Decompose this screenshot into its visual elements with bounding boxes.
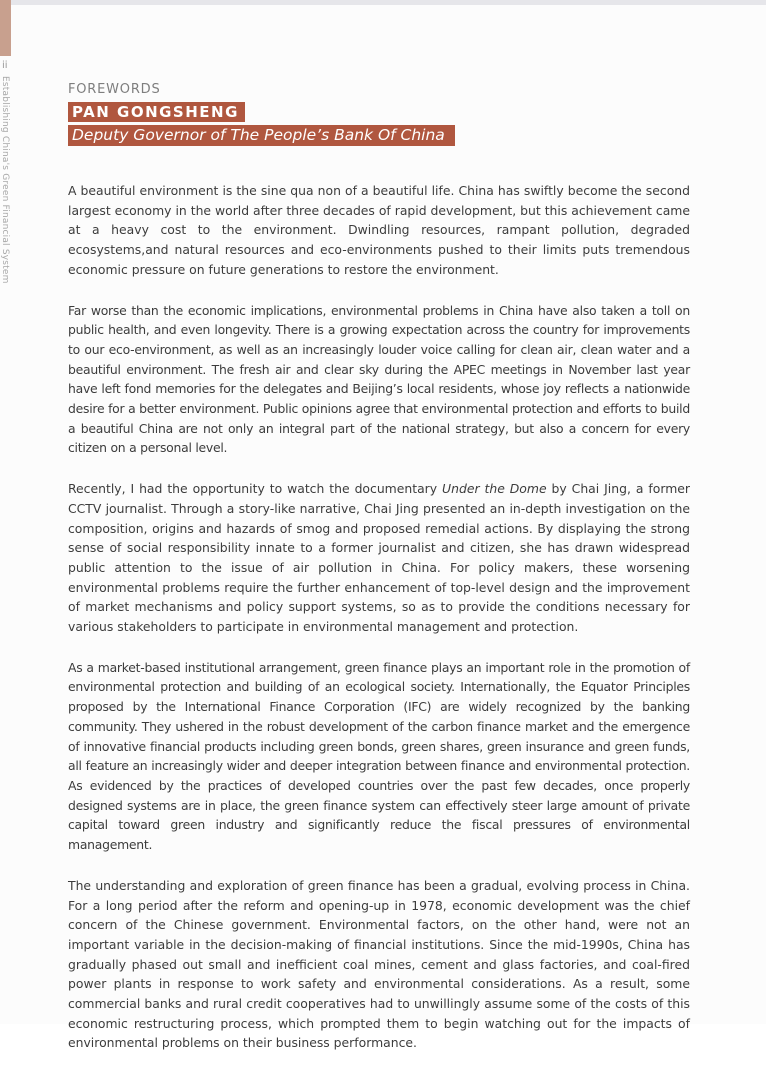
section-label: FOREWORDS: [68, 82, 161, 97]
author-title: Deputy Governor of The People’s Bank Of China: [68, 125, 455, 146]
top-edge-line: [0, 0, 766, 5]
corner-tab-decoration: [0, 0, 11, 56]
documentary-title: Under the Dome: [442, 481, 547, 497]
paragraph-4: As a market-based institutional arrangement, green finance plays an important role in the promotion of environmental protection and building of an ecological society. Internationally, the Equator Principles proposed by the International Finance Corporation (IFC) are widely recognized by the banking community. They ushered in the robust development of the carbon finance market and the emergence of innovative financial products including green bonds, green shares, green insurance and green funds, all feature an increasingly wider and deeper integration between finance and environmental protection. As evidenced by the practices of developed countries over the past few decades, once properly designed systems are in place, the green finance system can effectively steer large amount of private capital toward green industry and significantly reduce the fiscal pressures of environmental management.: [68, 659, 690, 853]
foreword-header: [68, 82, 455, 146]
paragraph-5: The understanding and exploration of green finance has been a gradual, evolving process in China. For a long period after the reform and opening-up in 1978, economic development was the chief concern of the Chinese government. Environmental factors, on the other hand, were not an important variable in the decision-making of financial institutions. Since the mid-1990s, China has gradually phased out small and inefficient coal mines, cement and glass factories, and coal-fired power plants in response to work safety and environmental considerations. As a result, some commercial banks and rural credit cooperatives had to unwillingly assume some of the costs of this economic restructuring process, which prompted them to begin watching out for the impacts of environmental problems on their business performance.: [68, 877, 690, 1051]
paragraph-3-end: by Chai Jing, a former CCTV journalist. Through a story-like narrative, Chai Jing presented an in-depth investigation on the composition, origins and hazards of smog and proposed remedial actions. By displaying the strong sense of social responsibility innate to a former journalist and citizen, she has drawn widespread public attention to the issue of air pollution in China. For policy makers, these worsening environmental problems require the further enhancement of top-level design and the improvement of market mechanisms and policy support systems, so as to provide the conditions necessary for various stakeholders to participate in environmental management and protection.: [68, 481, 690, 635]
author-name: PAN GONGSHENG: [68, 102, 245, 122]
paragraph-3: [68, 479, 690, 637]
running-header: Establishing China's Green Financial System: [0, 76, 10, 284]
paragraph-1: A beautiful environment is the sine qua non of a beautiful life. China has swiftly become the second largest economy in the world after three decades of rapid development, but this achievement came at a heavy cost to the environment. Dwindling resources, rampant pollution, degraded ecosystems,and natural resources and eco-environments pushed to their limits puts tremendous economic pressure on future generations to restore the environment.: [68, 183, 690, 277]
paragraph-3-start: Recently, I had the opportunity to watch the documentary: [68, 481, 443, 497]
foreword-body: [68, 181, 690, 1074]
page-number: ii: [2, 60, 8, 71]
paragraph-2: Far worse than the economic implications, environmental problems in China have also taken a toll on public health, and even longevity. There is a growing expectation across the country for improvements to our eco-environment, as well as an increasingly louder voice calling for clean air, clean water and a beautiful environment. The fresh air and clear sky during the APEC meetings in November last year have left fond memories for the delegates and Beijing’s local residents, whose joy reflects a nationwide desire for a better environment. Public opinions agree that environmental protection and efforts to build a beautiful China are not only an integral part of the national strategy, but also a concern for every citizen on a personal level.: [68, 302, 690, 456]
